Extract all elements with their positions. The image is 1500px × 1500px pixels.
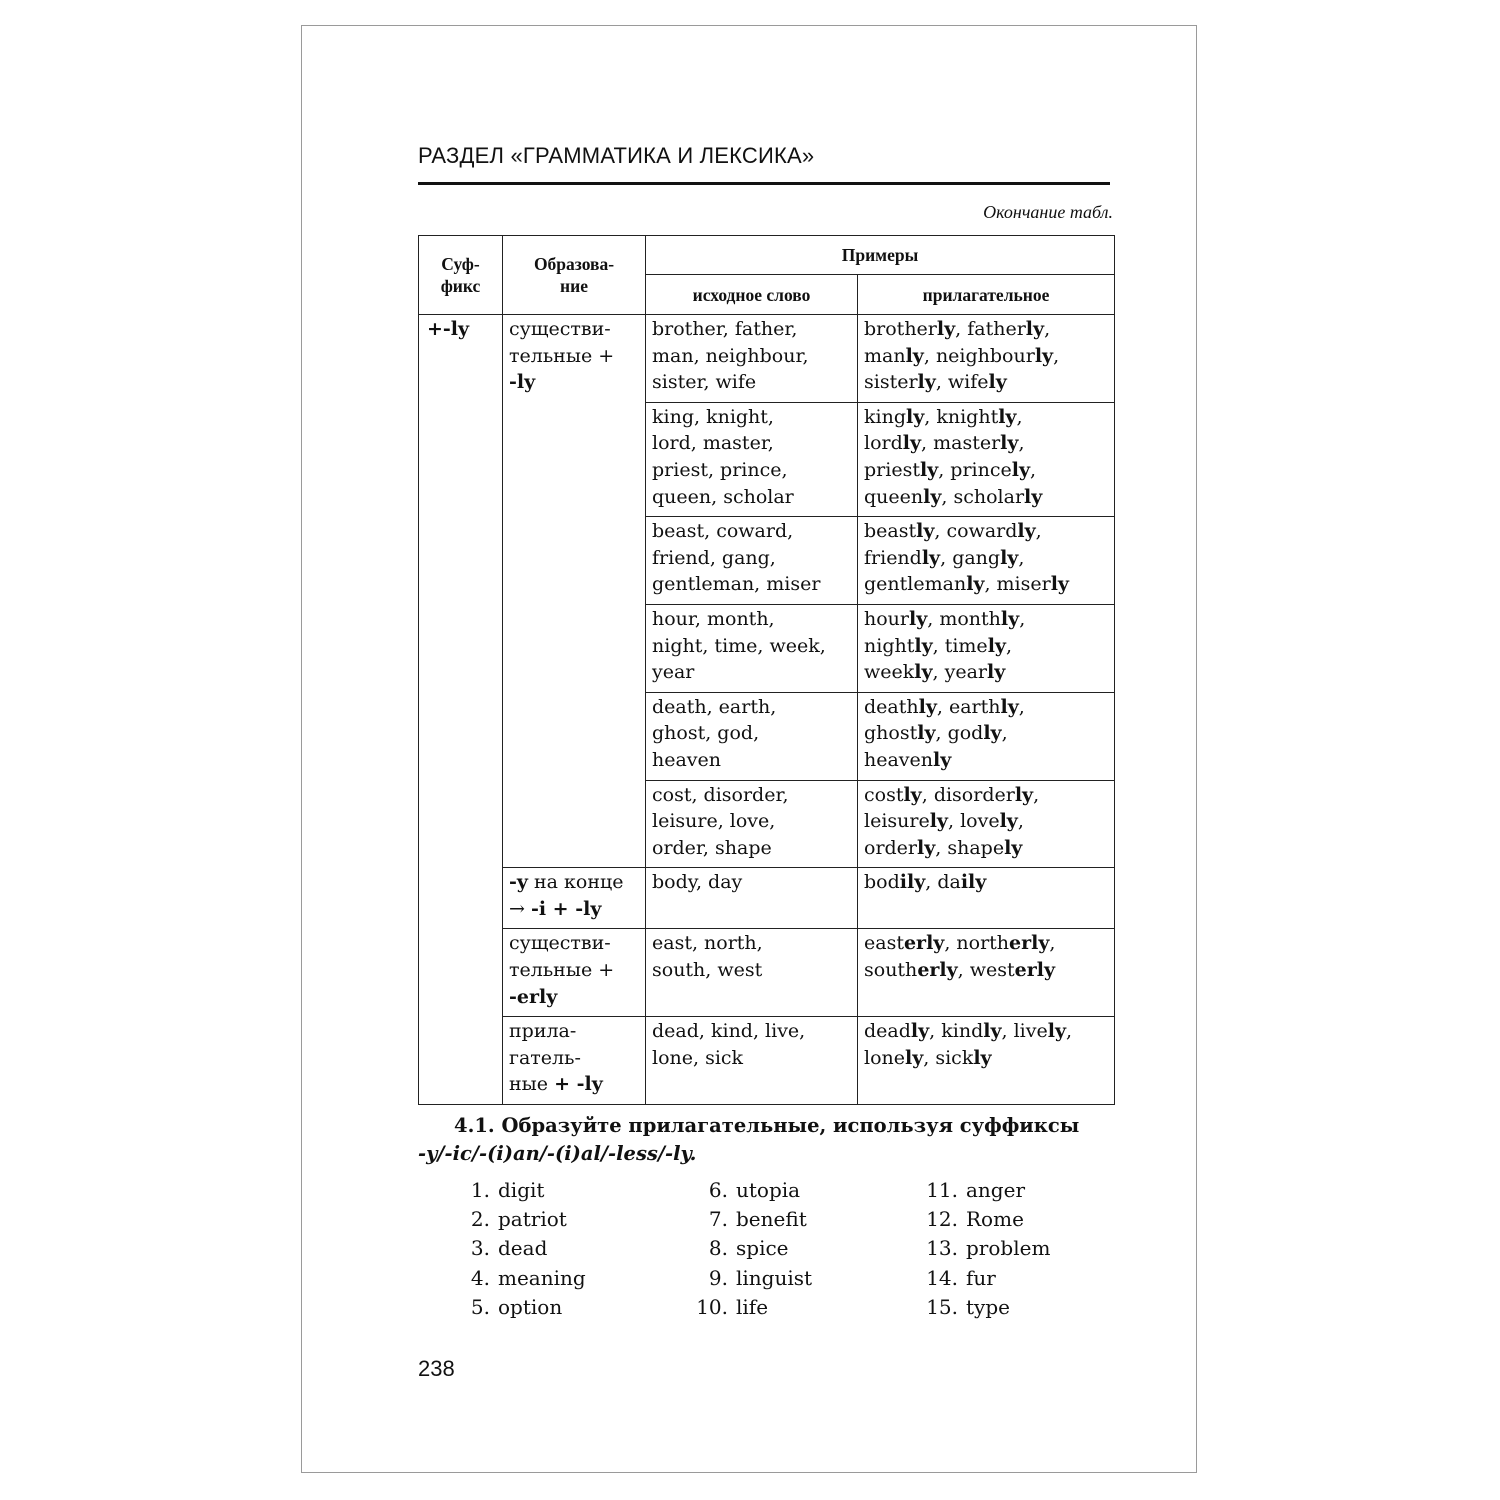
exercise-item (926, 1176, 1050, 1205)
header-suffix: Суф- фикс (419, 236, 503, 315)
exercise-item (926, 1234, 1050, 1263)
header-examples: Примеры (646, 236, 1115, 275)
item-word: anger (966, 1178, 1026, 1202)
item-number: 11. (926, 1178, 958, 1202)
source-word-cell: cost, disorder, leisure, love, order, shape (646, 780, 858, 868)
source-word-cell: hour, month, night, time, week, year (646, 604, 858, 692)
item-number: 5. (470, 1294, 490, 1319)
exercise-item (458, 1234, 586, 1263)
item-number: 2. (470, 1207, 490, 1232)
adjective-cell: deathly, earthly, ghostly, godly, heavenly (858, 692, 1115, 780)
item-number: 14. (926, 1265, 958, 1290)
formation-cell: прила- гатель- ные + -ly (503, 1017, 646, 1105)
item-number: 15. (926, 1294, 958, 1319)
item-number: 3. (470, 1236, 490, 1261)
source-word-cell: east, north, south, west (646, 929, 858, 1017)
adjective-cell: bodily, daily (858, 868, 1115, 929)
exercise-item (926, 1264, 1050, 1293)
item-word: utopia (736, 1178, 801, 1202)
item-number: 9. (708, 1265, 728, 1290)
running-head: РАЗДЕЛ «ГРАММАТИКА И ЛЕКСИКА» (418, 143, 815, 168)
exercise-item (696, 1293, 812, 1322)
adjective-cell: kingly, knightly, lordly, masterly, priestly, princely, queenly, scholarly (858, 402, 1115, 516)
item-word: meaning (498, 1265, 586, 1290)
adjective-cell: deadly, kindly, lively, lonely, sickly (858, 1017, 1115, 1105)
item-number: 13. (926, 1236, 958, 1261)
exercise-item (458, 1205, 586, 1234)
source-word-cell: body, day (646, 868, 858, 929)
item-word: benefit (736, 1207, 807, 1232)
exercise-item (696, 1234, 812, 1263)
table-body (419, 315, 1115, 1105)
item-word: digit (498, 1178, 545, 1202)
exercise-item (696, 1205, 812, 1234)
item-number: 1. (470, 1178, 490, 1202)
suffix-cell: +-ly (419, 315, 503, 1105)
table-continuation-note: Окончание табл. (983, 202, 1113, 222)
word-list-column-2 (696, 1176, 812, 1322)
exercise-title: 4.1. Образуйте прилагательные, используя суффиксы (454, 1114, 1080, 1137)
exercise-suffixes: -y/-ic/-(i)an/-(i)al/-less/-ly. (418, 1142, 697, 1165)
word-list-column-1 (458, 1176, 586, 1322)
source-word-cell: beast, coward, friend, gang, gentleman, miser (646, 517, 858, 605)
formation-cell: существи- тельные + -ly (503, 315, 646, 868)
page-number: 238 (418, 1356, 455, 1381)
item-word: Rome (966, 1207, 1024, 1232)
header-formation: Образова- ние (503, 236, 646, 315)
item-word: spice (736, 1236, 789, 1261)
adjective-cell: brotherly, fatherly, manly, neighbourly, sisterly, wifely (858, 315, 1115, 403)
word-list-column-3 (926, 1176, 1050, 1322)
adjective-cell: hourly, monthly, nightly, timely, weekly, yearly (858, 604, 1115, 692)
suffix-table (418, 235, 1115, 1105)
exercise-item (926, 1205, 1050, 1234)
adjective-cell: beastly, cowardly, friendly, gangly, gentlemanly, miserly (858, 517, 1115, 605)
item-word: problem (966, 1236, 1051, 1261)
exercise-item (696, 1176, 812, 1205)
item-number: 8. (708, 1236, 728, 1261)
exercise-heading (418, 1112, 1118, 1168)
exercise-item (458, 1176, 586, 1205)
table-row (419, 315, 1115, 403)
source-word-cell: brother, father, man, neighbour, sister, wife (646, 315, 858, 403)
header-rule (418, 182, 1110, 185)
item-number: 7. (708, 1207, 728, 1232)
item-word: life (736, 1294, 769, 1319)
table-row (419, 868, 1115, 929)
exercise-item (696, 1264, 812, 1293)
adjective-cell: easterly, northerly, southerly, westerly (858, 929, 1115, 1017)
source-word-cell: king, knight, lord, master, priest, prince, queen, scholar (646, 402, 858, 516)
item-word: fur (966, 1265, 996, 1290)
item-number: 10. (696, 1294, 728, 1319)
header-source-word: исходное слово (646, 275, 858, 315)
adjective-cell: costly, disorderly, leisurely, lovely, orderly, shapely (858, 780, 1115, 868)
item-word: linguist (736, 1265, 813, 1290)
exercise-item (458, 1264, 586, 1293)
source-word-cell: death, earth, ghost, god, heaven (646, 692, 858, 780)
formation-cell: -y на конце → -i + -ly (503, 868, 646, 929)
item-word: type (966, 1294, 1010, 1319)
item-number: 6. (708, 1178, 728, 1202)
header-adjective: прилагательное (858, 275, 1115, 315)
item-number: 12. (926, 1207, 958, 1232)
item-word: patriot (498, 1207, 567, 1232)
table-row (419, 1017, 1115, 1105)
item-word: option (498, 1294, 563, 1319)
exercise-item (926, 1293, 1050, 1322)
item-word: dead (498, 1236, 548, 1261)
item-number: 4. (470, 1265, 490, 1290)
source-word-cell: dead, kind, live, lone, sick (646, 1017, 858, 1105)
table-row (419, 929, 1115, 1017)
formation-cell: существи- тельные + -erly (503, 929, 646, 1017)
exercise-item (458, 1293, 586, 1322)
